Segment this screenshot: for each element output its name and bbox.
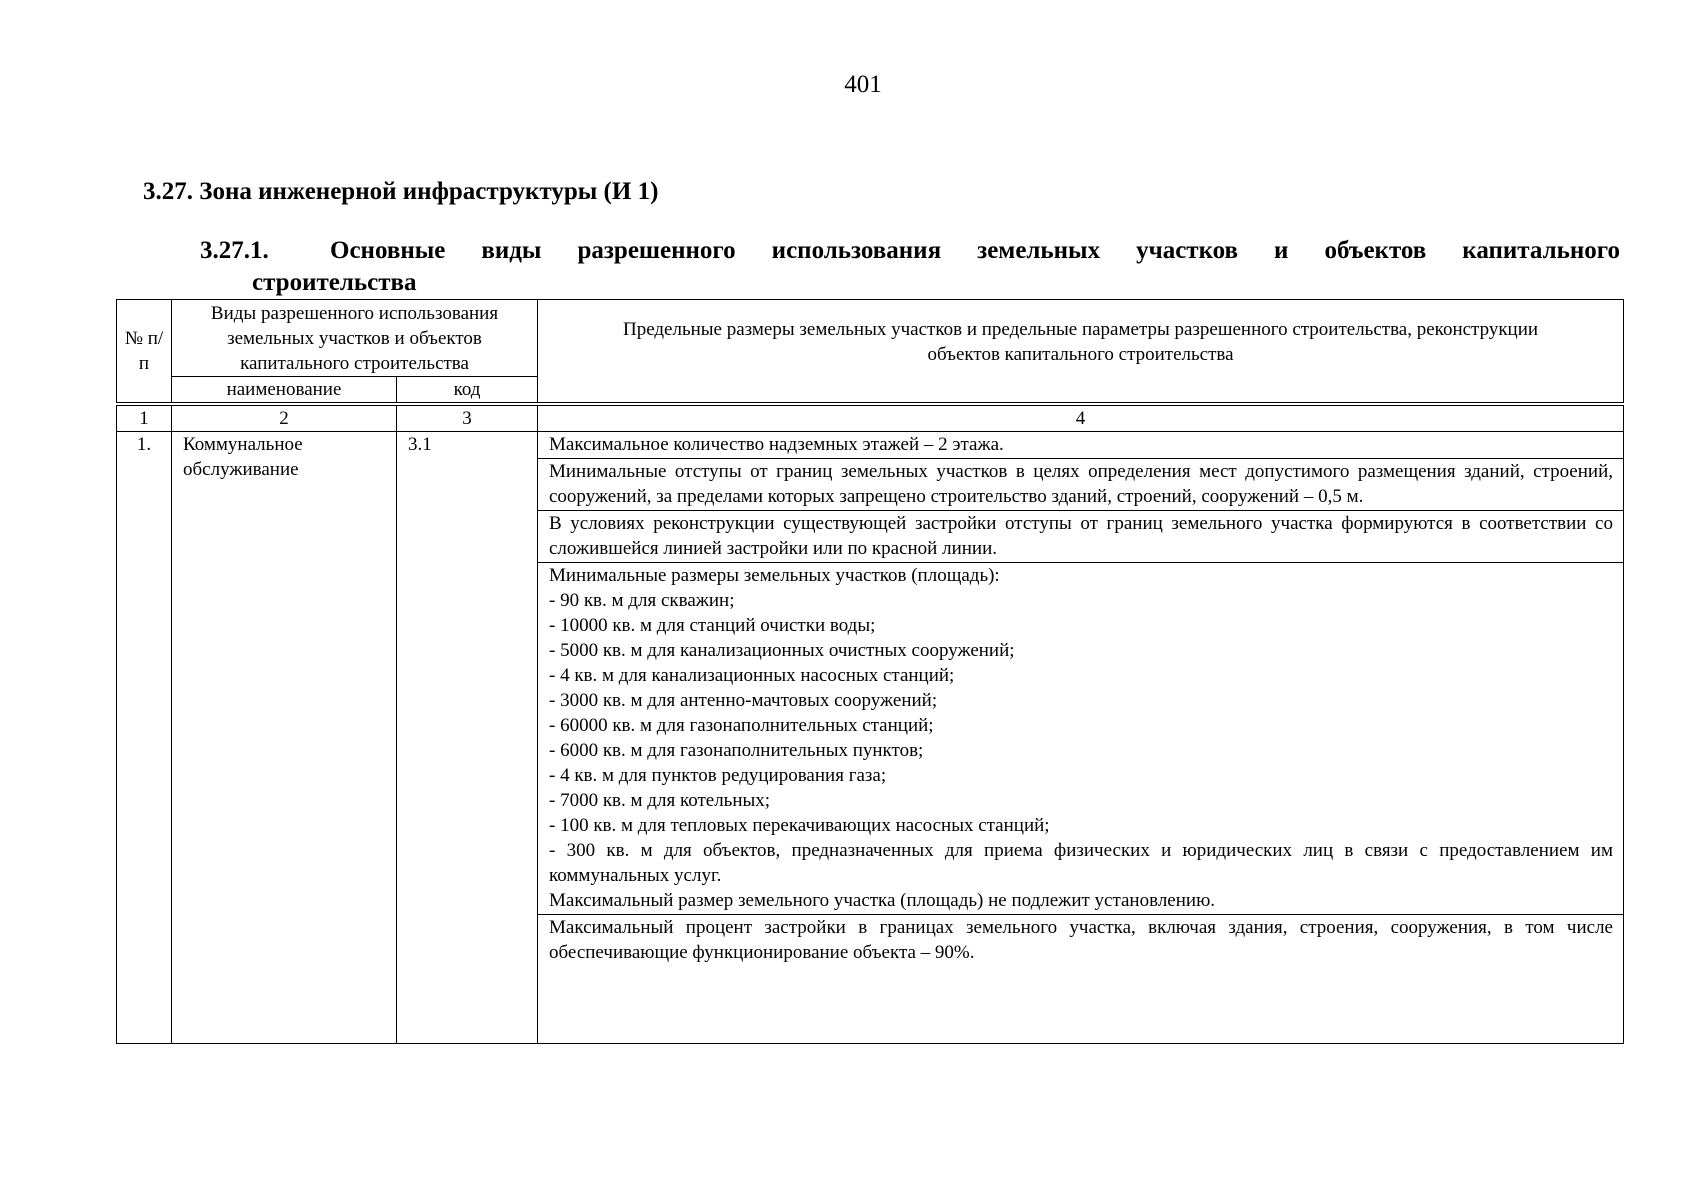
header-col-types: Виды разрешенного использования земельных участков и объектов капитального строительства [172, 300, 538, 377]
header-col-num: № п/п [117, 300, 172, 403]
row-name: Коммунальное обслуживание [172, 432, 397, 1044]
list-item: - 4 кв. м для пунктов редуцирования газа; [549, 765, 887, 786]
list-item: - 6000 кв. м для газонаполнительных пунктов; [549, 740, 924, 761]
param-min-sizes [538, 563, 1624, 915]
header-col-name: наименование [172, 377, 397, 403]
min-sizes-list [549, 588, 1613, 888]
table-body [116, 405, 1624, 1044]
param-max-coverage: Максимальный процент застройки в границах земельного участка, включая здания, строения, сооружения, в том числе обеспечивающие функционирование объекта – 90%. [538, 915, 1624, 1044]
list-item: - 7000 кв. м для котельных; [549, 790, 771, 811]
list-item: - 300 кв. м для объектов, предназначенных для приема физических и юридических лиц в связи с предоставлением им коммунальных услуг. [549, 840, 1613, 886]
subsection-title-line2: строительства [252, 269, 417, 296]
list-item: - 10000 кв. м для станций очистки воды; [549, 615, 876, 636]
param-reconstruction: В условиях реконструкции существующей застройки отступы от границ земельного участка формируются в соответствии со сложившейся линией застройки или по красной линии. [538, 511, 1624, 563]
column-number: 4 [538, 406, 1624, 432]
list-item: - 3000 кв. м для антенно-мачтовых сооружений; [549, 690, 938, 711]
list-item: - 100 кв. м для тепловых перекачивающих насосных станций; [549, 815, 1050, 836]
header-col-code: код [397, 377, 538, 403]
column-number: 3 [397, 406, 538, 432]
param-floors: Максимальное количество надземных этажей – 2 этажа. [538, 432, 1624, 459]
column-number: 2 [172, 406, 397, 432]
min-sizes-heading: Минимальные размеры земельных участков (площадь): [549, 565, 1000, 586]
header-col-params: Предельные размеры земельных участков и предельные параметры разрешенного строительства, реконструкции объектов капитального строительства [538, 300, 1624, 403]
row-number: 1. [117, 432, 172, 1044]
subsection-title-text: Основные виды разрешенного использования земельных участков и объектов капитального [330, 237, 1620, 264]
section-title: 3.27. Зона инженерной инфраструктуры (И 1) [143, 178, 659, 205]
table-header [116, 299, 1624, 403]
row-code: 3.1 [397, 432, 538, 1044]
subsection-title-line1 [200, 235, 1620, 267]
list-item: - 60000 кв. м для газонаполнительных станций; [549, 715, 934, 736]
list-item: - 4 кв. м для канализационных насосных станций; [549, 665, 955, 686]
list-item: - 5000 кв. м для канализационных очистных сооружений; [549, 640, 1015, 661]
max-size: Максимальный размер земельного участка (площадь) не подлежит установлению. [549, 890, 1216, 911]
subsection-number: 3.27.1. [200, 237, 269, 264]
column-number: 1 [117, 406, 172, 432]
table-row [117, 432, 1624, 459]
page-number: 401 [844, 71, 882, 98]
param-setbacks: Минимальные отступы от границ земельных участков в целях определения мест допустимого размещения зданий, строений, сооружений, за пределами которых запрещено строительство зданий, строений, сооружений – 0,5 м. [538, 459, 1624, 511]
column-numbers-row [117, 406, 1624, 432]
list-item: - 90 кв. м для скважин; [549, 590, 735, 611]
subsection-title [200, 235, 1620, 299]
